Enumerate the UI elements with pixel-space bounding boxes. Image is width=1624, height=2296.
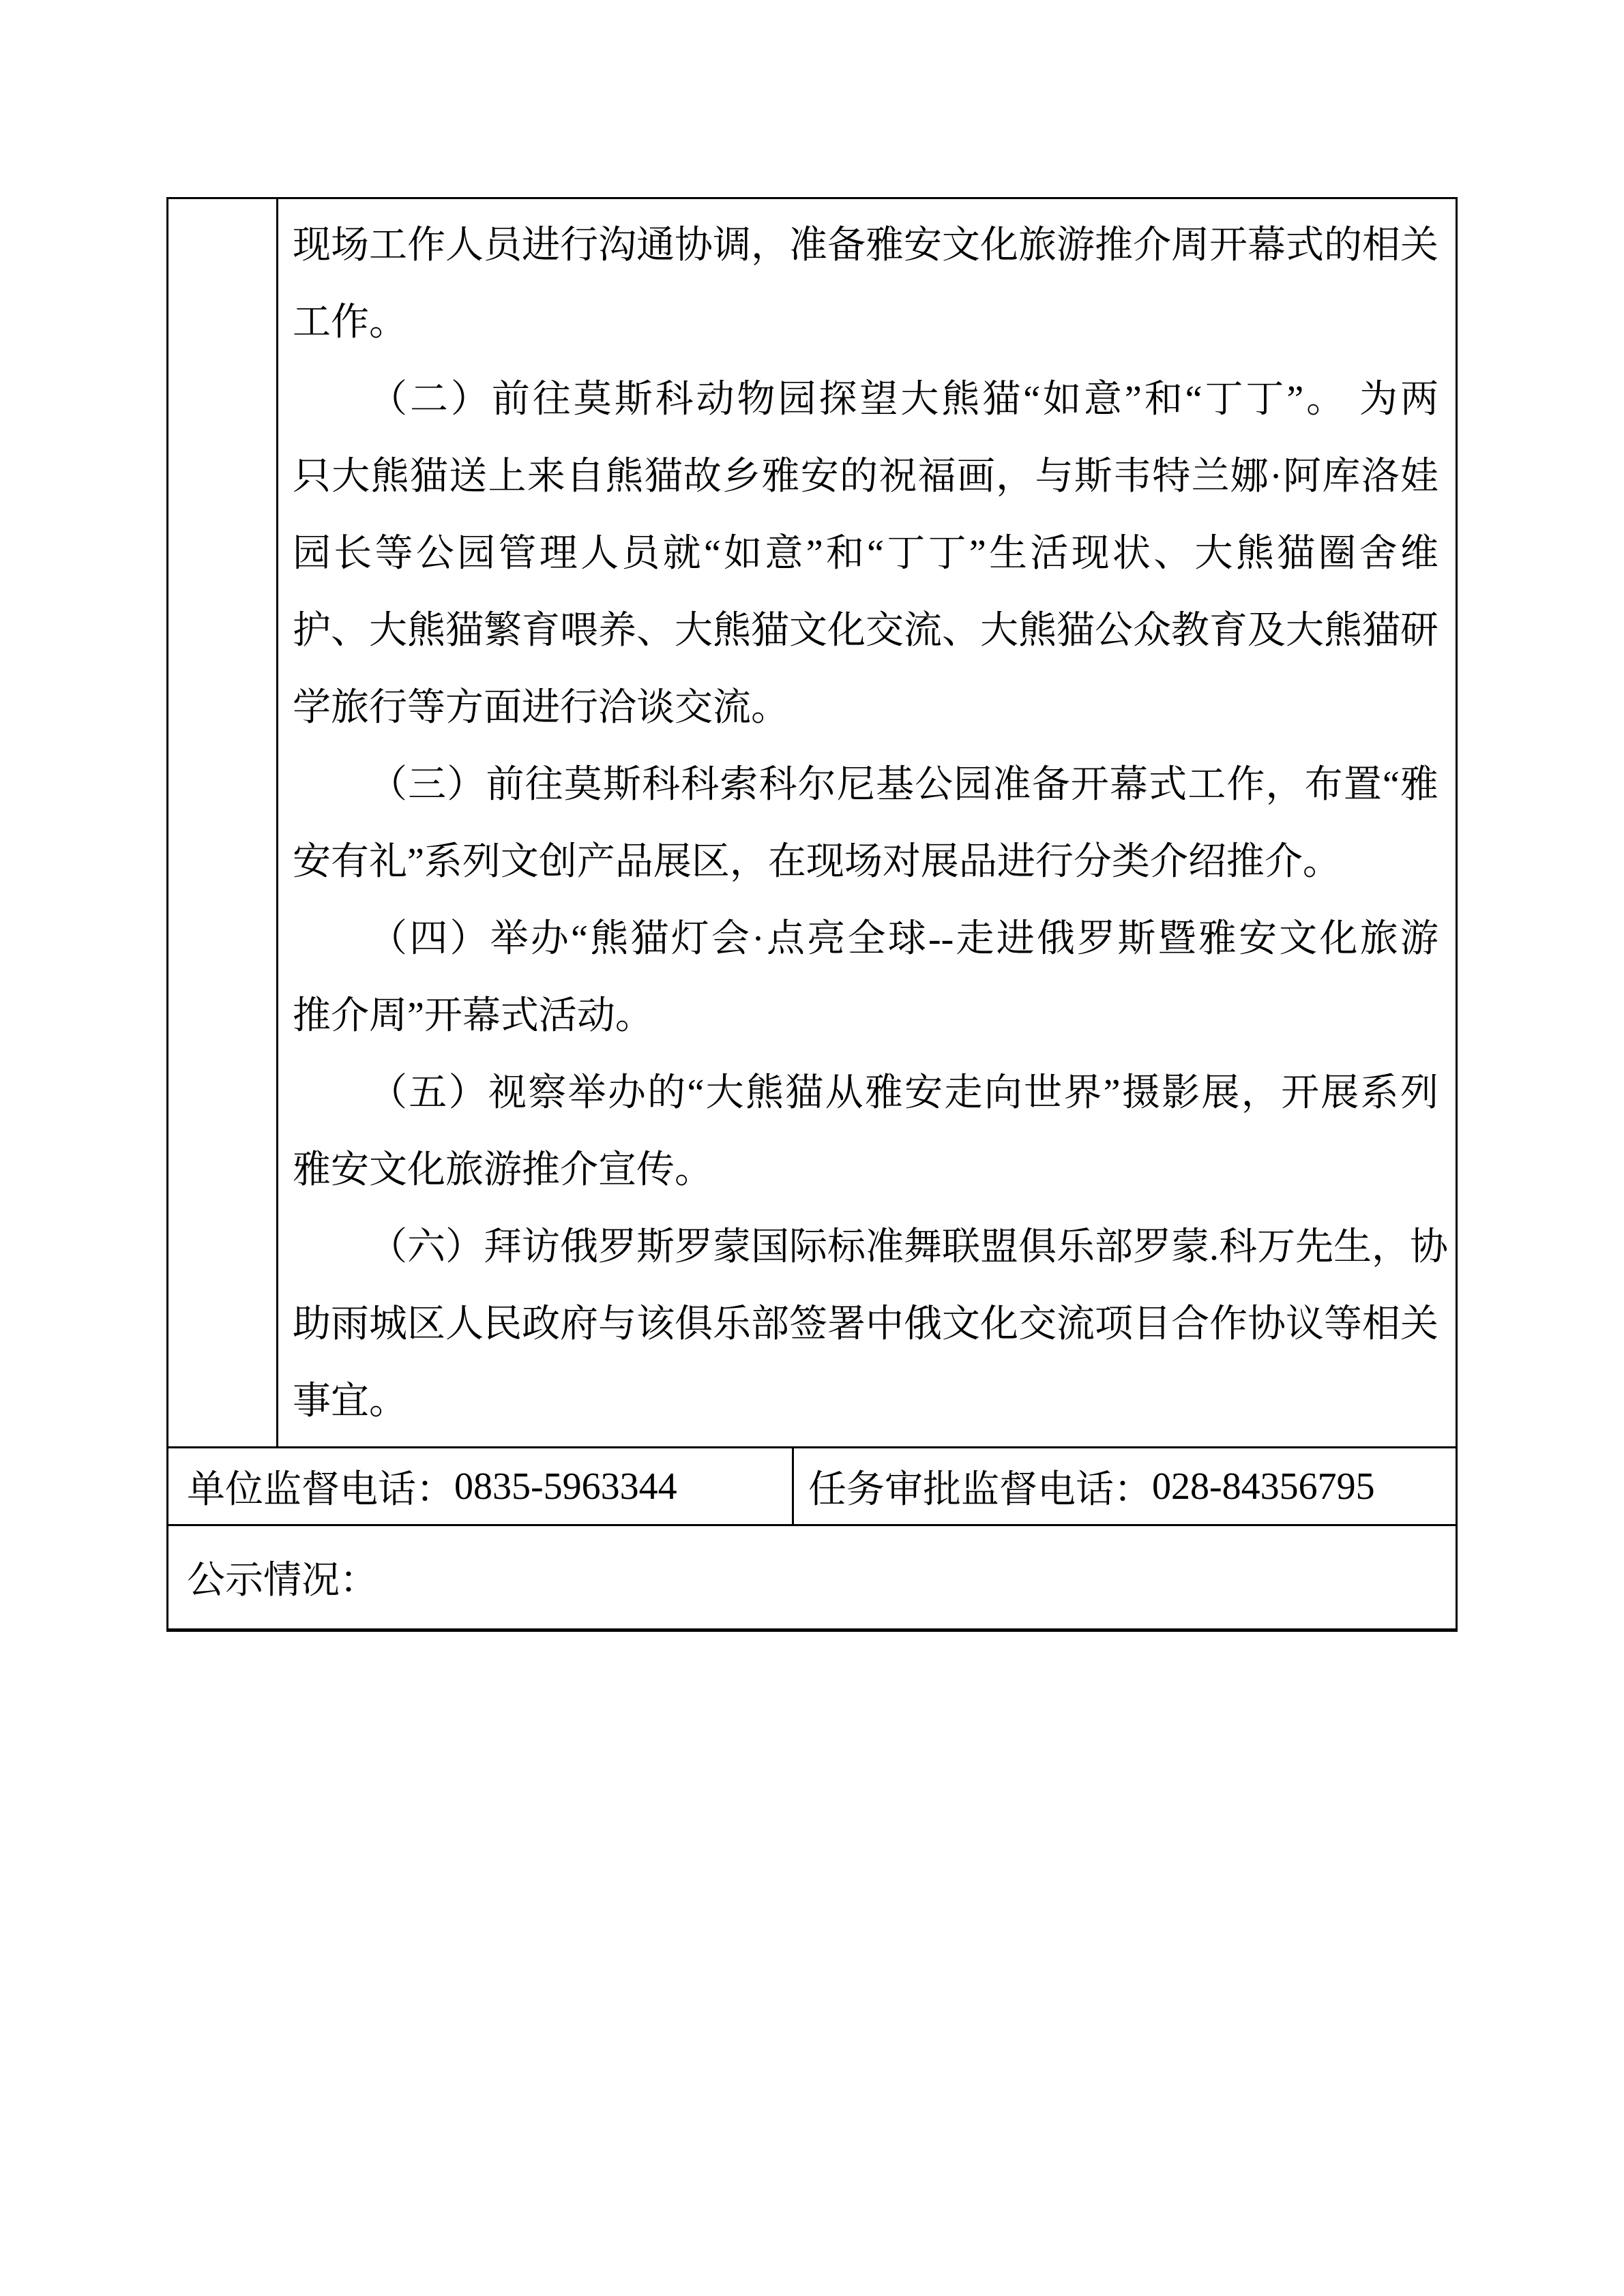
body-text-line: 园长等公园管理人员就“如意”和“丁丁”生活现状、大熊猫圈舍维 (293, 533, 1438, 575)
approval-form-table (166, 197, 1458, 1632)
unit-phone-cell (168, 1448, 794, 1524)
body-text-line: （二）前往莫斯科动物园探望大熊猫“如意”和“丁丁”。 为两 (369, 378, 1438, 421)
publicity-label: 公示情况： (187, 1560, 378, 1602)
body-text-line: （五）视察举办的“大熊猫从雅安走向世界”摄影展，开展系列 (369, 1072, 1438, 1114)
row-header-stub-column (168, 199, 278, 1446)
body-text-line: （三）前往莫斯科科索科尔尼基公园准备开幕式工作，布置“雅 (369, 764, 1438, 806)
body-text-line: 护、大熊猫繁育喂养、大熊猫文化交流、大熊猫公众教育及大熊猫研 (293, 610, 1438, 652)
unit-phone-number: 0835-5963344 (454, 1465, 677, 1508)
unit-phone-label: 单位监督电话： (187, 1468, 454, 1511)
task-content-row (168, 199, 1456, 1446)
body-text-line: （六）拜访俄罗斯罗蒙国际标准舞联盟俱乐部罗蒙.科万先生，协 (369, 1226, 1448, 1268)
body-text-line: 学旅行等方面进行洽谈交流。 (293, 687, 789, 729)
task-phone-label: 任务审批监督电话： (808, 1468, 1152, 1511)
body-text-line: 现场工作人员进行沟通协调，准备雅安文化旅游推介周开幕式的相关 (293, 224, 1438, 267)
body-text-line: 工作。 (293, 301, 407, 344)
body-text-line: 助雨城区人民政府与该俱乐部签署中俄文化交流项目合作协议等相关 (293, 1303, 1438, 1345)
task-phone-cell (794, 1448, 1456, 1524)
body-text-column (280, 199, 1456, 1446)
body-text-line: 事宜。 (293, 1380, 407, 1422)
body-text-line: 推介周”开幕式活动。 (293, 995, 653, 1037)
body-text-line: 雅安文化旅游推介宣传。 (293, 1149, 713, 1191)
supervision-phone-row (168, 1446, 1456, 1524)
task-phone-number: 028-84356795 (1152, 1465, 1375, 1508)
body-text-line: 只大熊猫送上来自熊猫故乡雅安的祝福画，与斯韦特兰娜·阿库洛娃 (293, 456, 1438, 498)
body-text-line: 安有礼”系列文创产品展区，在现场对展品进行分类介绍推介。 (293, 841, 1341, 883)
publicity-status-row (168, 1524, 1456, 1628)
body-text-line: （四）举办“熊猫灯会·点亮全球--走进俄罗斯暨雅安文化旅游 (369, 918, 1438, 960)
